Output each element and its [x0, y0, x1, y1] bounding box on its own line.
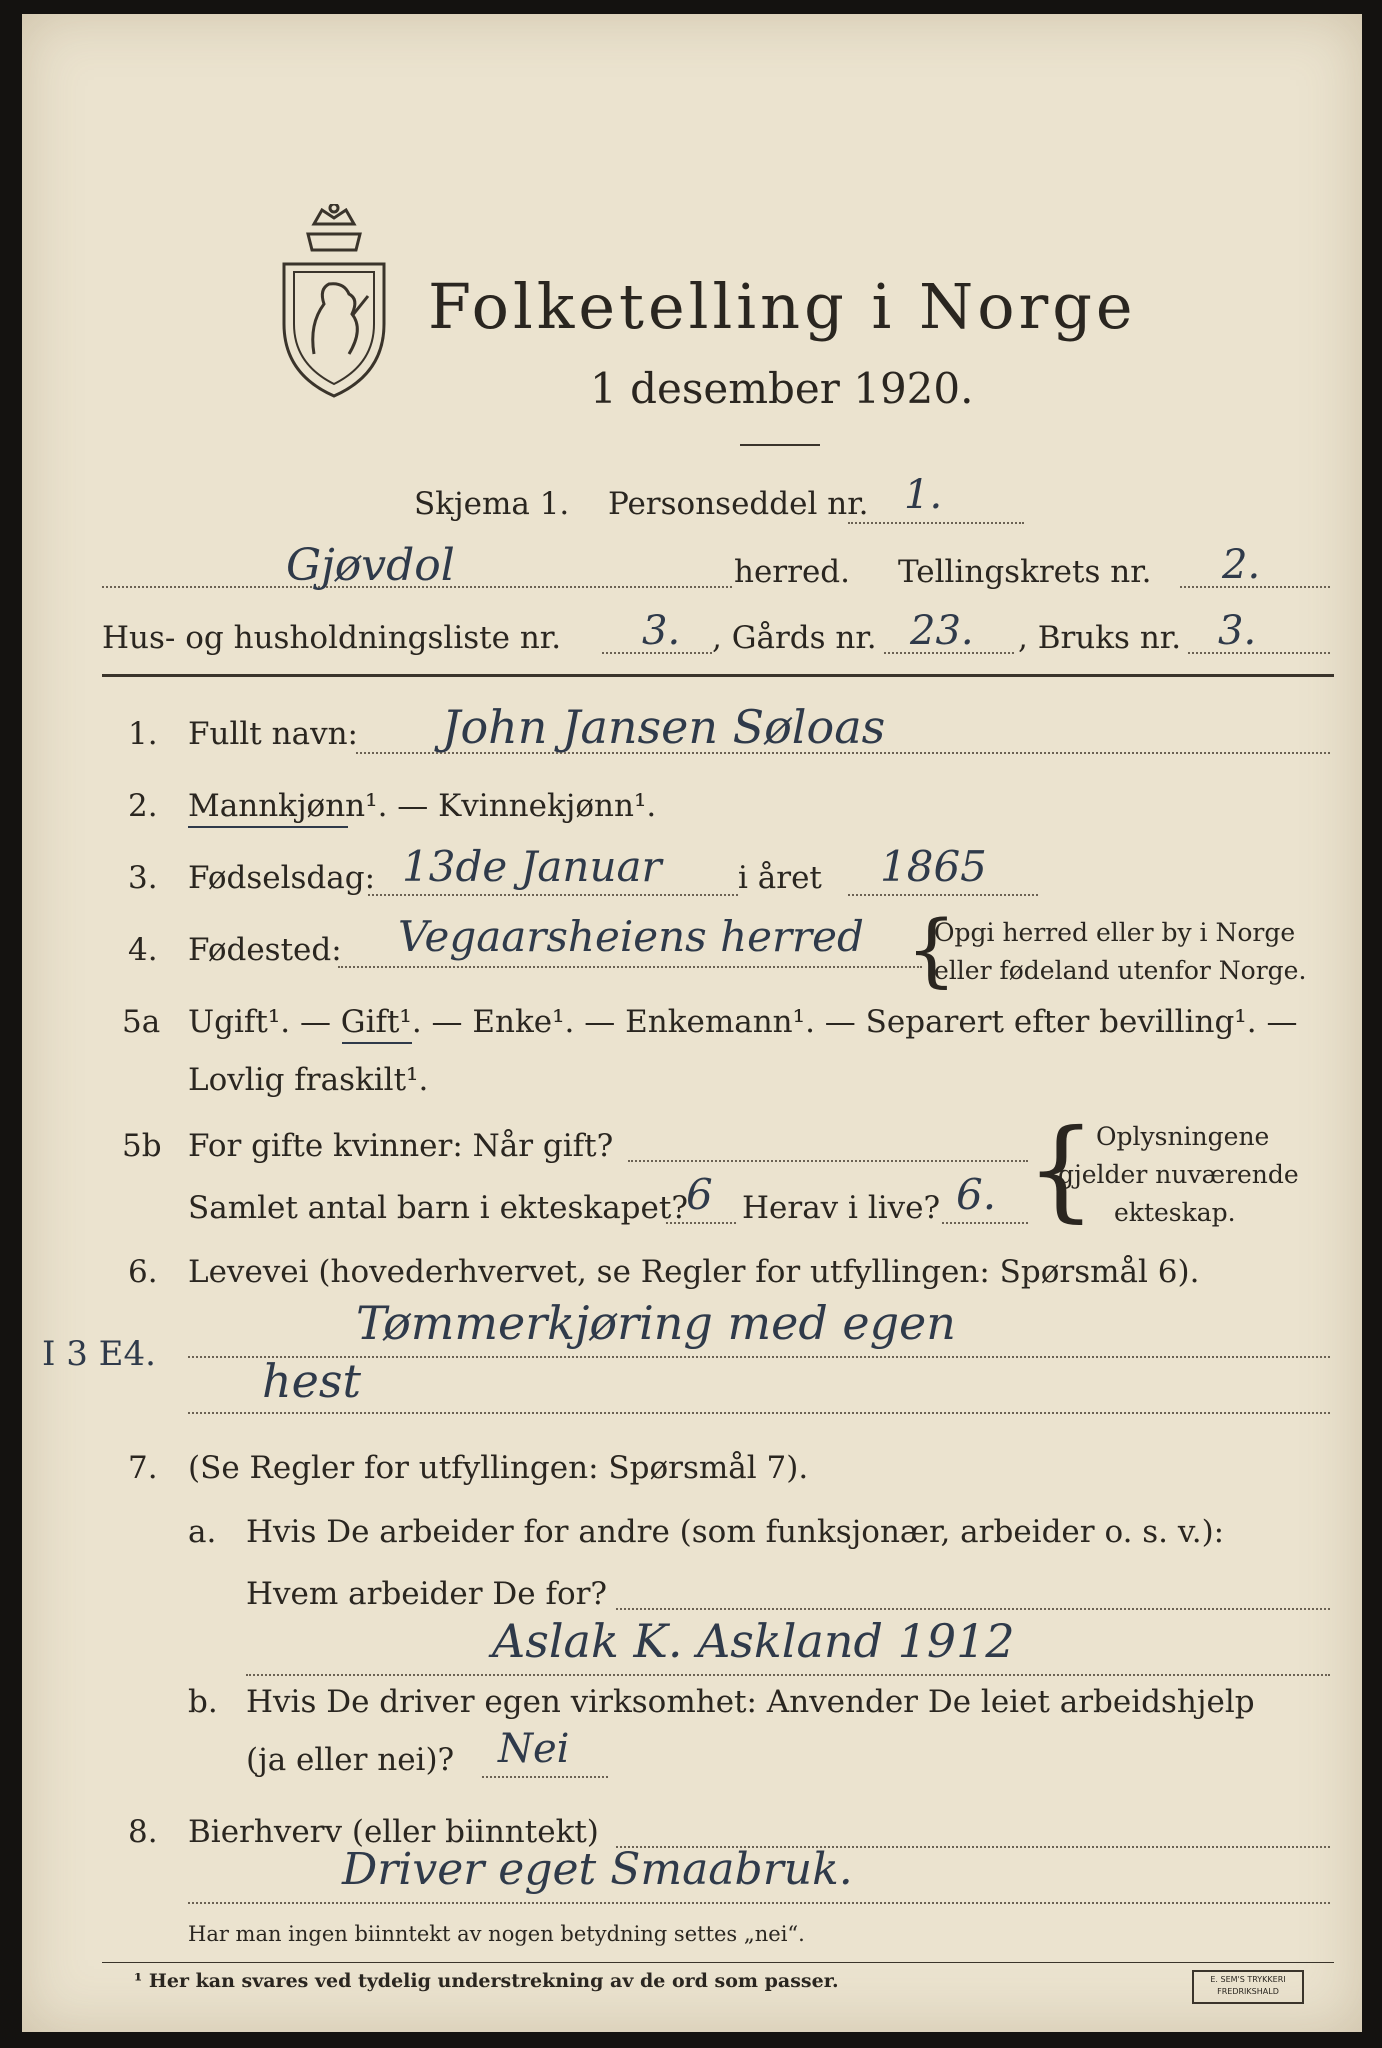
schema-label: Skjema 1.	[414, 486, 570, 522]
q5b-note-3: ekteskap.	[1114, 1198, 1236, 1227]
form-date: 1 desember 1920.	[590, 364, 974, 413]
occupation-value-2: hest	[262, 1354, 361, 1408]
printer-stamp: E. SEM'S TRYKKERI FREDRIKSHALD	[1192, 1970, 1304, 2004]
q7a-line-2	[246, 1674, 1330, 1676]
gift-underline	[342, 1042, 412, 1044]
tellingskrets-value: 2.	[1222, 542, 1261, 588]
husholdning-value: 3.	[642, 608, 681, 654]
q3-line	[368, 894, 738, 896]
q8-line-2	[188, 1902, 1330, 1904]
live-line	[942, 1222, 1028, 1224]
personseddel-value: 1.	[904, 472, 943, 518]
bruks-line	[1188, 652, 1330, 654]
q6-line-2	[188, 1412, 1330, 1414]
q7a-label-2: Hvem arbeider De for?	[246, 1576, 608, 1612]
q6-number: 6.	[128, 1254, 158, 1290]
q3-number: 3.	[128, 860, 158, 896]
birth-year-value: 1865	[880, 842, 987, 891]
husholdning-label: Hus- og husholdningsliste nr.	[102, 620, 562, 656]
q7b-letter: b.	[188, 1684, 218, 1720]
title-divider	[740, 444, 820, 446]
q5b-note-2: gjelder nuværende	[1058, 1160, 1299, 1189]
q7-label: (Se Regler for utfyllingen: Spørsmål 7).	[188, 1450, 809, 1486]
bruks-label: , Bruks nr.	[1018, 620, 1182, 656]
hired-help-value: Nei	[498, 1726, 570, 1772]
full-name-value: John Jansen Søloas	[442, 700, 886, 754]
personseddel-line	[848, 522, 1024, 524]
census-form	[22, 14, 1362, 2032]
q1-number: 1.	[128, 716, 158, 752]
q7b-line	[482, 1776, 608, 1778]
herred-label: herred.	[734, 554, 850, 590]
occupation-value-1: Tømmerkjøring med egen	[356, 1296, 956, 1350]
q1-label: Fullt navn:	[188, 716, 358, 752]
tellingskrets-label: Tellingskrets nr.	[898, 554, 1152, 590]
q4-brace: {	[906, 903, 957, 996]
q7a-label: Hvis De arbeider for andre (som funksjonær, arbeider o. s. v.):	[246, 1514, 1225, 1550]
q6-label: Levevei (hovederhvervet, se Regler for utfyllingen: Spørsmål 6).	[188, 1254, 1200, 1290]
q5b-label-2: Samlet antal barn i ekteskapet?	[188, 1190, 688, 1226]
children-total-value: 6	[686, 1170, 713, 1219]
q5b-brace: {	[1026, 1105, 1096, 1233]
q8-note: Har man ingen biinntekt av nogen betydning settes „nei“.	[188, 1922, 805, 1946]
q4-note-2: eller fødeland utenfor Norge.	[934, 956, 1307, 985]
gards-value: 23.	[910, 608, 974, 654]
q4-number: 4.	[128, 932, 158, 968]
q7b-label-2: (ja eller nei)?	[246, 1742, 455, 1778]
birthday-value: 13de Januar	[402, 842, 662, 891]
footnote: ¹ Her kan svares ved tydelig understrekning av de ord som passer.	[134, 1970, 839, 1992]
q5a-label-2: Lovlig fraskilt¹.	[188, 1062, 429, 1098]
q4-label: Fødested:	[188, 932, 342, 968]
margin-code-note: I 3 E4.	[42, 1334, 156, 1374]
side-income-value: Driver eget Smaabruk.	[342, 1844, 853, 1895]
q5b-label-1: For gifte kvinner: Når gift?	[188, 1128, 614, 1164]
birthplace-value: Vegaarsheiens herred	[398, 912, 864, 961]
q4-line	[338, 966, 922, 968]
q5b-number: 5b	[122, 1128, 162, 1164]
q5a-number: 5a	[122, 1004, 161, 1040]
q8-label: Bierhverv (eller biinntekt)	[188, 1814, 599, 1850]
gards-label: , Gårds nr.	[712, 620, 877, 656]
year-line	[848, 894, 1038, 896]
form-title: Folketelling i Norge	[428, 270, 1137, 343]
q2-label: Mannkjønn¹. — Kvinnekjønn¹.	[188, 788, 657, 824]
coat-of-arms-icon	[264, 204, 404, 404]
q7-number: 7.	[128, 1450, 158, 1486]
q7a-letter: a.	[188, 1514, 217, 1550]
live-label: Herav i live?	[742, 1190, 941, 1226]
employer-value: Aslak K. Askland 1912	[492, 1614, 1015, 1668]
q7a-line-1	[616, 1608, 1330, 1610]
footnote-rule	[102, 1962, 1334, 1963]
q4-note-1: Opgi herred eller by i Norge	[934, 918, 1296, 947]
personseddel-label: Personseddel nr.	[608, 486, 869, 522]
year-label: i året	[738, 860, 822, 896]
herred-value: Gjøvdol	[286, 540, 455, 591]
q5a-label: Ugift¹. — Gift¹. — Enke¹. — Enkemann¹. — Separert efter bevilling¹. —	[188, 1004, 1298, 1040]
q8-number: 8.	[128, 1814, 158, 1850]
header-rule	[102, 674, 1334, 677]
q2-number: 2.	[128, 788, 158, 824]
bruks-value: 3.	[1218, 608, 1257, 654]
barn-line	[666, 1222, 736, 1224]
q3-label: Fødselsdag:	[188, 860, 376, 896]
q7b-label: Hvis De driver egen virksomhet: Anvender De leiet arbeidshjelp	[246, 1684, 1255, 1720]
mannkjonn-underline	[188, 826, 348, 828]
children-living-value: 6.	[956, 1170, 997, 1219]
q5b-married-line	[628, 1160, 1028, 1162]
q5b-note-1: Oplysningene	[1096, 1122, 1270, 1151]
